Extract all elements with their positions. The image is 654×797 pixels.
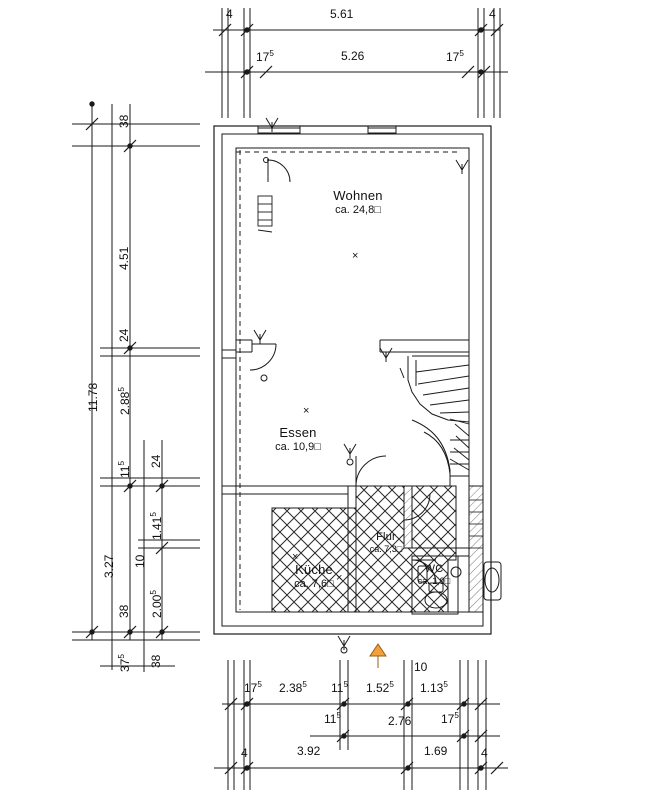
room-wc [412, 563, 456, 586]
dim-top-2: 4 [489, 7, 496, 21]
dim-top-3: $17^5$ [256, 49, 274, 64]
center-mark: × [303, 405, 310, 417]
dim-left-5: $11^5$ [117, 460, 132, 478]
room-wohnen [318, 188, 398, 216]
dim-bottom-0: $17^5$ [244, 680, 262, 695]
dim-top-5: $17^5$ [446, 49, 464, 64]
room-area: ca. 24,8□ [335, 204, 381, 216]
room-area: ca. 7,6□ [294, 578, 334, 590]
room-flur [355, 531, 417, 554]
room-name: Flur [376, 531, 396, 543]
dim-left-11: 38 [117, 604, 131, 618]
dim-bottom-8: 4 [241, 746, 248, 760]
dim-bottom-1: 2.38$^5$ [279, 680, 307, 695]
center-mark: × [352, 250, 359, 262]
center-mark: × [292, 551, 299, 563]
room-area: ca. 7,3□ [369, 544, 403, 554]
dim-top-1: 5.61 [330, 7, 354, 21]
dim-left-7: 1.41$^5$ [149, 512, 164, 540]
dim-top-0: 4 [226, 7, 233, 21]
dim-bottom-11: 4 [481, 746, 488, 760]
dim-left-3: 11.78 [86, 382, 100, 412]
dim-left-12: $37^5$ [117, 654, 132, 672]
dim-bottom-6: 2.76 [388, 714, 412, 728]
dim-left-9: 10 [133, 554, 147, 568]
room-area: ca. 1,9□ [417, 576, 451, 586]
room-area: ca. 10,9□ [275, 441, 321, 453]
room-name: Essen [279, 425, 317, 440]
dim-bottom-10: 1.69 [424, 744, 448, 758]
room-name: WC [424, 563, 444, 575]
dim-bottom-3: 1.52$^5$ [366, 680, 394, 695]
dim-left-1: 4.51 [117, 246, 131, 270]
dim-left-8: 3.27 [102, 554, 116, 578]
dim-top-4: 5.26 [341, 49, 365, 63]
dim-bottom-5: $11^5$ [324, 711, 342, 726]
dim-left-0: 38 [117, 114, 131, 128]
dim-bottom-2: $11^5$ [331, 680, 349, 695]
dim-left-4: 2.88$^5$ [117, 387, 132, 415]
dim-left-10: 2.00$^5$ [149, 590, 164, 618]
dim-bottom-12: 10 [414, 660, 428, 674]
center-mark: × [336, 572, 343, 584]
room-essen [258, 425, 338, 453]
dim-left-13: 38 [149, 654, 163, 668]
dim-bottom-4: 1.13$^5$ [420, 680, 448, 695]
dim-bottom-9: 3.92 [297, 744, 321, 758]
dim-bottom-7: $17^5$ [441, 711, 459, 726]
dim-left-2: 24 [117, 328, 131, 342]
room-name: Wohnen [333, 188, 383, 203]
room-name: Küche [295, 562, 333, 577]
dim-left-6: 24 [149, 454, 163, 468]
